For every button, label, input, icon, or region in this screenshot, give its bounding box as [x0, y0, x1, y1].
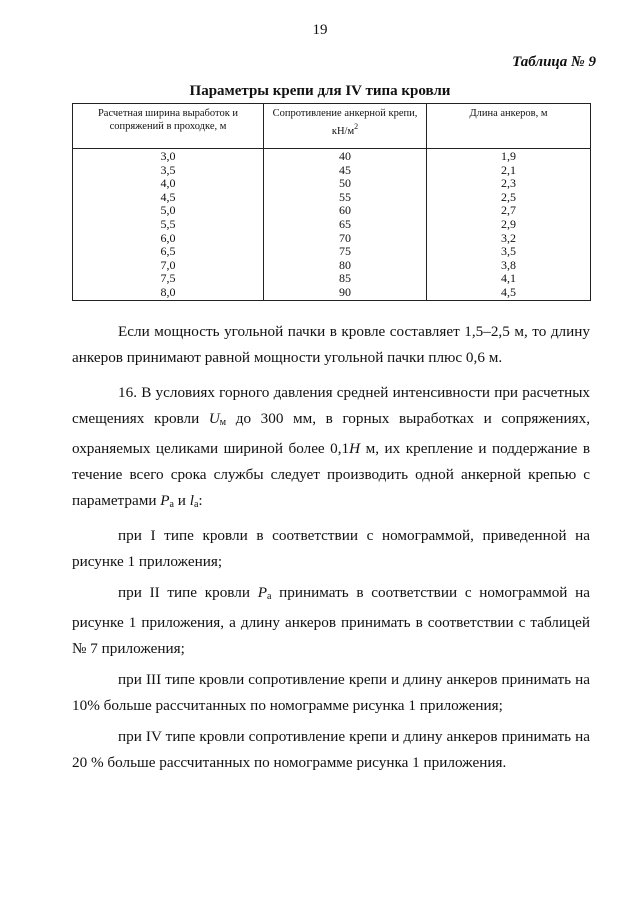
cell-anchor-length: 4,5 — [427, 286, 591, 300]
header-anchor-length-text: Длина анкеров, м — [469, 108, 548, 119]
p16-text-c: м, их крепление и поддержание в течение всего срока службы следует производить одной анкерной крепью с параметрами — [72, 439, 590, 509]
cell-anchor-length: 2,5 — [427, 191, 591, 205]
cell-resistance: 60 — [264, 204, 427, 218]
p16-symbol-p: P — [160, 491, 170, 509]
cell-anchor-length: 2,3 — [427, 177, 591, 191]
cell-width: 7,0 — [73, 259, 264, 273]
cell-resistance: 55 — [264, 191, 427, 205]
table-row — [73, 149, 591, 164]
cell-anchor-length: 3,5 — [427, 245, 591, 259]
cell-width: 5,0 — [73, 204, 264, 218]
table-header — [73, 104, 591, 149]
cell-anchor-length: 1,9 — [427, 149, 591, 164]
body-text — [72, 319, 590, 781]
cell-width: 6,0 — [73, 232, 264, 246]
cell-width: 4,5 — [73, 191, 264, 205]
table-row — [73, 204, 591, 218]
table-body — [73, 149, 591, 301]
table-row — [73, 164, 591, 178]
p16-symbol-p-sub: а — [169, 498, 174, 510]
cell-resistance: 65 — [264, 218, 427, 232]
table-row — [73, 245, 591, 259]
cell-width: 6,5 — [73, 245, 264, 259]
cell-anchor-length: 4,1 — [427, 272, 591, 286]
header-anchor-length — [427, 104, 591, 149]
p16-symbol-h: H — [349, 439, 361, 457]
table-row — [73, 272, 591, 286]
p16-symbol-l: l — [189, 491, 194, 509]
roof2-text-b: принимать в соответствии с номограммой на рисунке 1 приложения, а длину анкеров принимать в соответствии с таблицей № 7 приложения; — [72, 583, 591, 657]
table-row — [73, 191, 591, 205]
cell-width: 3,0 — [73, 149, 264, 164]
cell-resistance: 40 — [264, 149, 427, 164]
cell-width: 7,5 — [73, 272, 264, 286]
table-row — [73, 286, 591, 300]
header-resistance-superscript: 2 — [354, 121, 359, 131]
table-reference: Таблица № 9 — [512, 54, 596, 70]
paragraph-roof-type-1: при I типе кровли в соответствии с номограммой, приведенной на рисунке 1 приложения; — [72, 526, 590, 570]
table-row — [73, 259, 591, 273]
p16-symbol-u: U — [208, 409, 220, 427]
parameters-table — [72, 103, 591, 301]
table-row — [73, 218, 591, 232]
cell-resistance: 70 — [264, 232, 427, 246]
p16-text-and: и — [173, 491, 190, 509]
table-row — [73, 177, 591, 191]
cell-width: 3,5 — [73, 164, 264, 178]
paragraph-roof-type-2 — [72, 580, 590, 662]
table-row — [73, 232, 591, 246]
cell-resistance: 45 — [264, 164, 427, 178]
roof2-symbol-p-sub: а — [267, 590, 272, 602]
cell-width: 8,0 — [73, 286, 264, 300]
header-resistance — [264, 104, 427, 149]
cell-resistance: 75 — [264, 245, 427, 259]
paragraph-anchor-length-note: Если мощность угольной пачки в кровле составляет 1,5–2,5 м, то длину анкеров принимают равной мощности угольной пачки плюс 0,6 м. — [72, 323, 590, 366]
p16-symbol-l-sub: а — [193, 498, 199, 510]
p16-text-b: до 300 мм, в горных выработках и сопряжениях, охраняемых целиками шириной более 0,1 — [72, 409, 591, 457]
table-header-row — [73, 104, 591, 149]
cell-anchor-length: 3,2 — [427, 232, 591, 246]
cell-width: 4,0 — [73, 177, 264, 191]
header-width-text: Расчетная ширина выработок и сопряжений в проходке, м — [97, 108, 239, 132]
cell-anchor-length: 2,1 — [427, 164, 591, 178]
header-width — [73, 104, 264, 149]
page-number: 19 — [312, 22, 328, 38]
header-resistance-text: Сопротивление анкерной крепи, кН/м — [272, 108, 418, 137]
cell-anchor-length: 2,9 — [427, 218, 591, 232]
p16-text-a: 16. В условиях горного давления средней интенсивности при расчетных смещениях кровли — [72, 383, 590, 427]
cell-resistance: 85 — [264, 272, 427, 286]
cell-anchor-length: 2,7 — [427, 204, 591, 218]
cell-resistance: 90 — [264, 286, 427, 300]
p16-text-end: : — [198, 491, 203, 509]
paragraph-roof-type-3: при III типе кровли сопротивление крепи и длину анкеров принимать на 10% больше рассчитанных по номограмме рисунка 1 приложения; — [72, 670, 590, 714]
paragraph-16 — [72, 380, 590, 518]
table-title: Параметры крепи для IV типа кровли — [189, 83, 451, 99]
cell-resistance: 50 — [264, 177, 427, 191]
cell-resistance: 80 — [264, 259, 427, 273]
cell-anchor-length: 3,8 — [427, 259, 591, 273]
cell-width: 5,5 — [73, 218, 264, 232]
roof2-text-a: при II типе кровли — [118, 583, 258, 601]
paragraph-roof-type-4: при IV типе кровли сопротивление крепи и длину анкеров принимать на 20 % больше рассчитанных по номограмме рисунка 1 приложения. — [72, 727, 590, 771]
roof2-symbol-p: P — [257, 583, 267, 601]
p16-symbol-u-sub: м — [219, 416, 227, 428]
